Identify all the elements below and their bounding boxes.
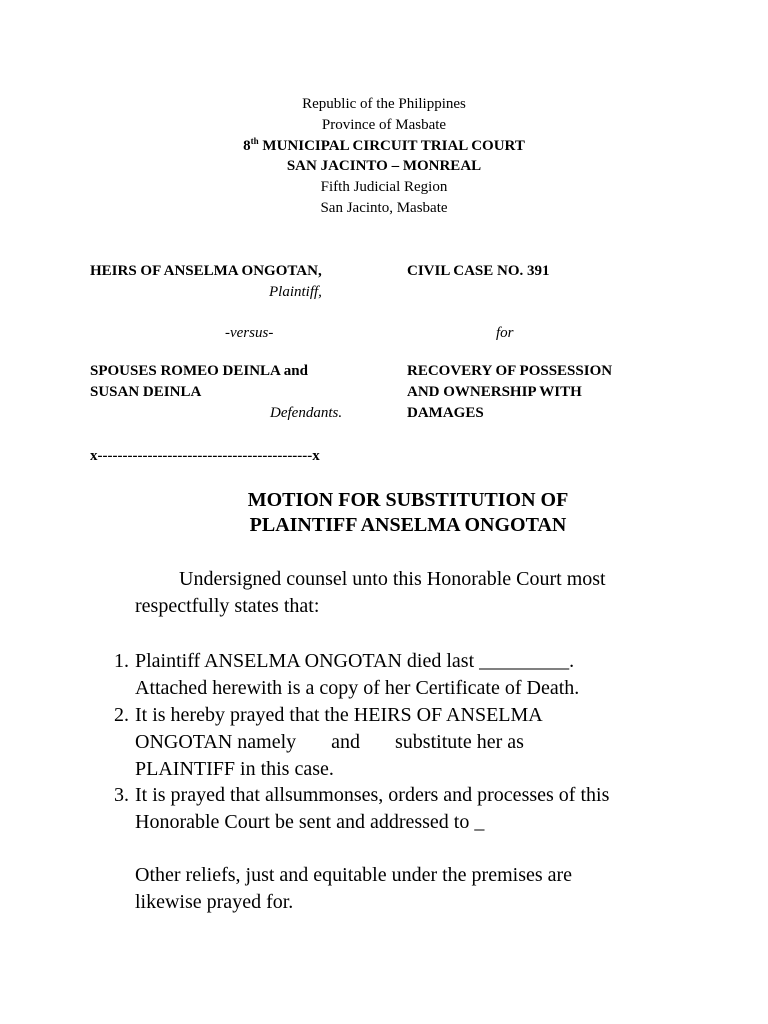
defendant-line-2: SUSAN DEINLA [90,384,202,400]
intro-line-1: Undersigned counsel unto this Honorable Court most [179,568,606,590]
item-3-number: 3. [114,784,129,806]
case-number: CIVIL CASE NO. 391 [407,263,550,279]
item-2-line-3: PLAINTIFF in this case. [135,758,334,780]
case-nature-line-3: DAMAGES [407,405,484,421]
header-location: San Jacinto, Masbate [320,199,448,216]
court-ordinal: 8 [243,137,251,154]
motion-title [0,488,768,538]
case-nature-line-2: AND OWNERSHIP WITH [407,384,582,400]
court-name: MUNICIPAL CIRCUIT TRIAL COURT [258,137,525,154]
defendant-role: Defendants. [270,405,343,421]
caption-separator: x-------------------------------------------x [90,448,320,464]
item-2-number: 2. [114,704,129,726]
header-court [0,136,768,157]
closing-line-1: Other reliefs, just and equitable under the premises are [135,864,573,886]
case-nature-line-1: RECOVERY OF POSSESSION [407,363,613,379]
for-label: for [496,325,514,341]
item-2-line-2: ONGOTAN namely and substitute her as [135,731,524,753]
item-1-number: 1. [114,650,129,672]
plaintiff-role: Plaintiff, [269,284,322,300]
item-1-line-2: Attached herewith is a copy of her Certificate of Death. [135,677,580,699]
header-province: Province of Masbate [321,116,447,133]
closing-line-2: likewise prayed for. [135,891,294,913]
defendant-line-1: SPOUSES ROMEO DEINLA and [90,363,308,379]
plaintiff-name: HEIRS OF ANSELMA ONGOTAN, [90,263,322,279]
item-3-line-2: Honorable Court be sent and addressed to _ [135,811,485,833]
motion-title-line-1: MOTION FOR SUBSTITUTION OF [247,489,569,511]
motion-title-line-2: PLAINTIFF ANSELMA ONGOTAN [249,514,567,536]
court-header [0,94,768,219]
versus-label: -versus- [225,325,274,341]
header-station: SAN JACINTO – MONREAL [286,158,482,175]
header-republic: Republic of the Philippines [302,96,466,112]
item-1-line-1: Plaintiff ANSELMA ONGOTAN died last _________. [135,650,575,672]
item-3-line-1: It is prayed that allsummonses, orders and processes of this [135,784,610,806]
item-2-line-1: It is hereby prayed that the HEIRS OF ANSELMA [135,704,543,726]
court-ordinal-suffix: th [250,135,259,146]
header-region: Fifth Judicial Region [320,179,448,196]
intro-line-2: respectfully states that: [135,595,320,617]
